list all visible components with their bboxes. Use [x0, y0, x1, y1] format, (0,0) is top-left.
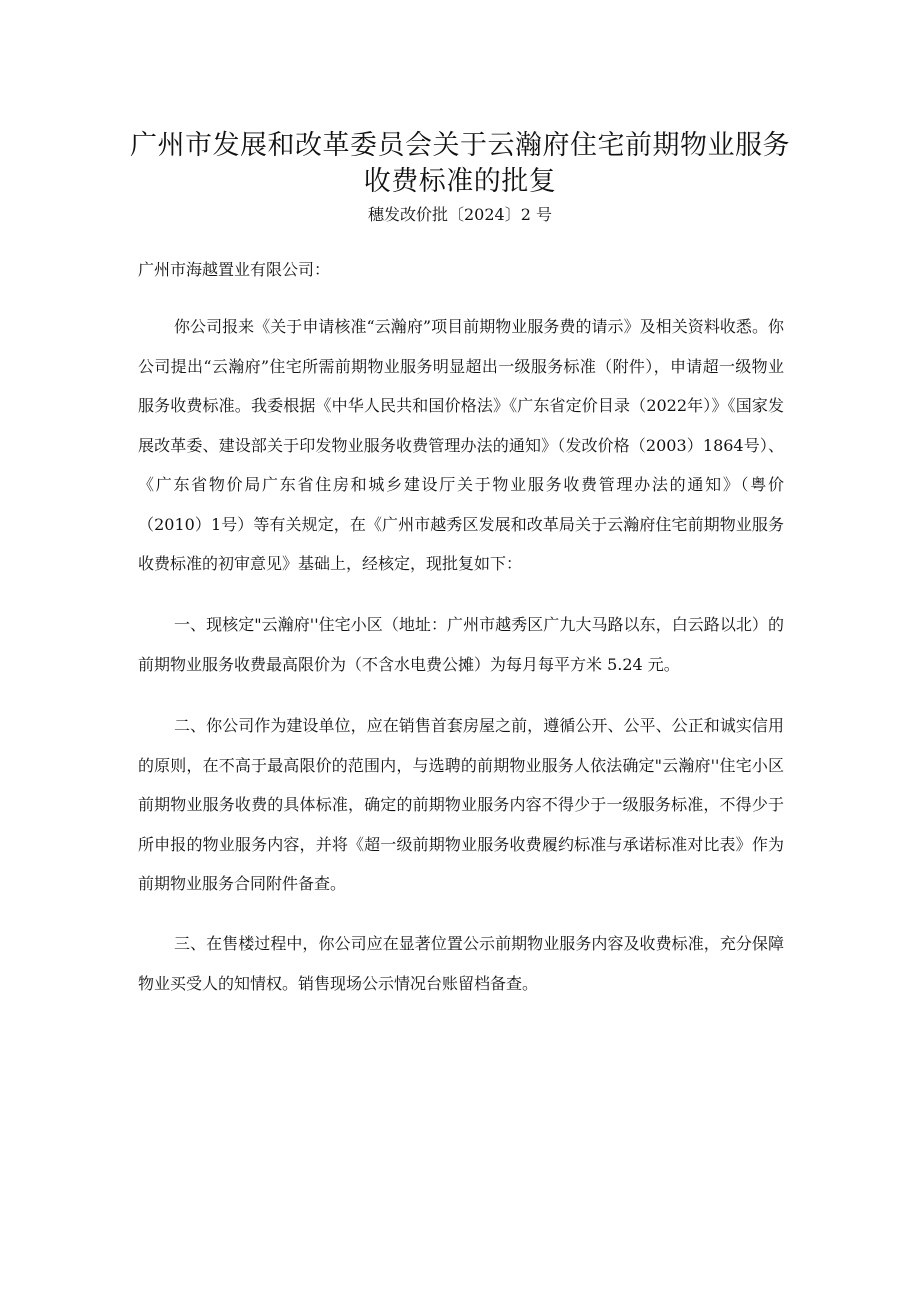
document-title: 广州市发展和改革委员会关于云瀚府住宅前期物业服务收费标准的批复 — [130, 130, 790, 197]
paragraph-item-1: 一、现核定"云瀚府''住宅小区（地址：广州市越秀区广九大马路以东，白云路以北）的前期物业服务收费最高限价为（不含水电费公摊）为每月每平方米 5.24 元。 — [138, 615, 784, 674]
paragraph-item-2: 二、你公司作为建设单位，应在销售首套房屋之前，遵循公开、公平、公正和诚实信用的原则，在不高于最高限价的范围内，与选聘的前期物业服务人依法确定"云瀚府''住宅小区前期物业服务收费的具体标准，确定的前期物业服务内容不得少于一级服务标准，不得少于所申报的物业服务内容，并将《超一级前期物业服务收费履约标准与承诺标准对比表》作为前期物业服务合同附件备查。 — [138, 716, 784, 893]
addressee: 广州市海越置业有限公司： — [138, 260, 331, 279]
paragraph-intro: 你公司报来《关于申请核准“云瀚府”项目前期物业服务费的请示》及相关资料收悉。你公司提出“云瀚府”住宅所需前期物业服务明显超出一级服务标准（附件），申请超一级物业服务收费标准。我委根据《中华人民共和国价格法》《广东省定价目录（2022年）》《国家发展改革委、建设部关于印发物业服务收费管理办法的通知》（发改价格（2003）1864号）、《广东省物价局广东省住房和城乡建设厅关于物业服务收费管理办法的通知》（粤价（2010）1号）等有关规定，在《广州市越秀区发展和改革局关于云瀚府住宅前期物业服务收费标准的初审意见》基础上，经核定，现批复如下： — [138, 317, 784, 573]
paragraph-item-3: 三、在售楼过程中，你公司应在显著位置公示前期物业服务内容及收费标准，充分保障物业买受人的知情权。销售现场公示情况台账留档备查。 — [138, 934, 784, 993]
document-number: 穗发改价批〔2024〕2 号 — [368, 205, 552, 224]
